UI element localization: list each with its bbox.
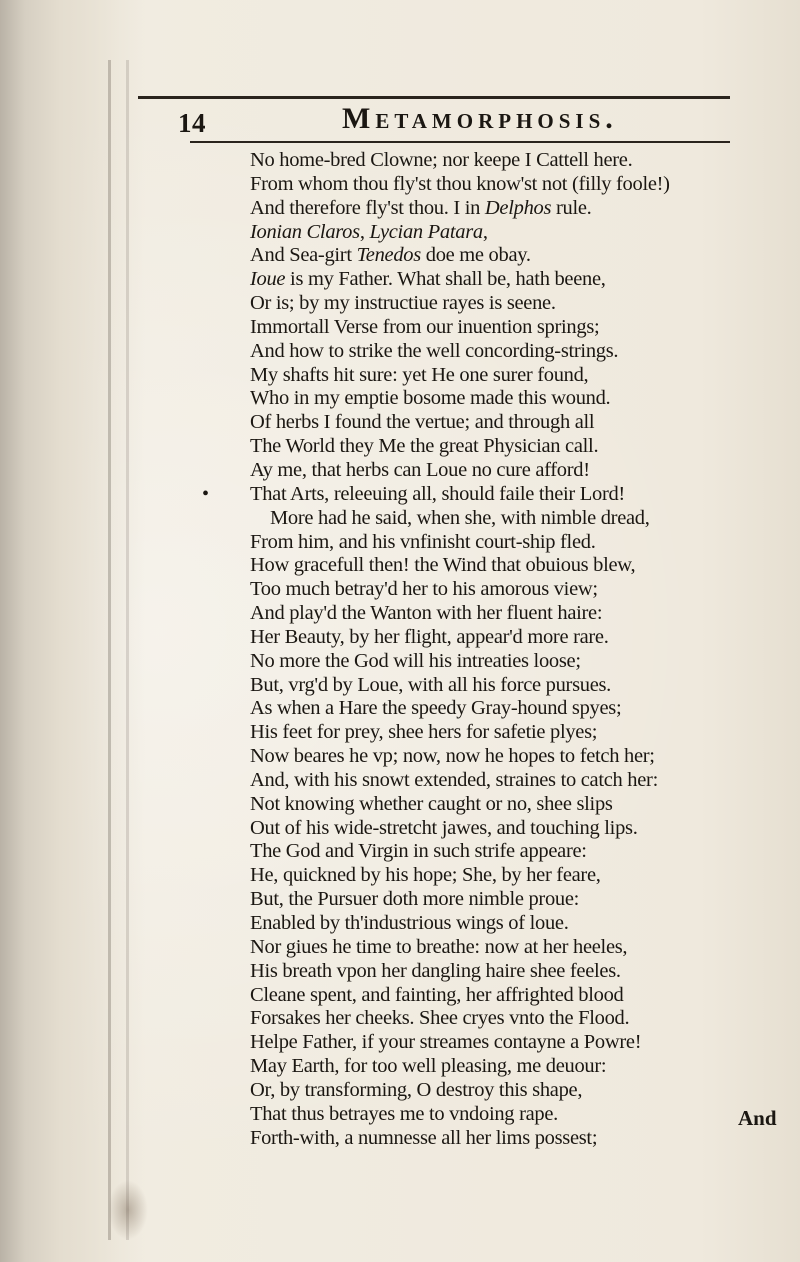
verse-text-segment: More had he said, when she, with nimble dread, [270, 506, 650, 529]
verse-line [250, 936, 770, 960]
verse-line [250, 888, 770, 912]
verse-text-segment: Immortall Verse from our inuention springs; [250, 315, 600, 338]
verse-line [202, 482, 770, 507]
header-underline [190, 141, 730, 143]
verse-line [250, 507, 770, 531]
verse-line [250, 387, 770, 411]
verse-text-segment: , [482, 220, 488, 243]
verse-text-segment: From him, and his vnfinisht court-ship fled. [250, 530, 596, 553]
verse-line [250, 674, 770, 698]
italic-name: Lycian Patara [369, 220, 483, 243]
verse-text-segment: Nor giues he time to breathe: now at her heeles, [250, 935, 628, 958]
verse-line [250, 626, 770, 650]
verse-line [250, 721, 770, 745]
verse-line [250, 840, 770, 864]
verse-line [250, 340, 770, 364]
verse-text-segment: Forth-with, a numnesse all her lims possest; [250, 1126, 598, 1149]
verse-text-segment: And therefore fly'st thou. I in [250, 196, 485, 219]
verse-line [250, 960, 770, 984]
verse-line [250, 793, 770, 817]
verse-text-segment: Who in my emptie bosome made this wound. [250, 387, 611, 410]
verse-text-segment: Cleane spent, and fainting, her affrighted blood [250, 983, 624, 1006]
verse-line [250, 602, 770, 626]
verse-text-segment: And play'd the Wanton with her fluent haire: [250, 602, 603, 625]
verse-line [250, 1127, 770, 1151]
verse-line [250, 1007, 770, 1031]
verse-line [250, 268, 770, 292]
verse-text-segment: But, vrg'd by Loue, with all his force pursues. [250, 673, 612, 696]
verse-text-segment: Of herbs I found the vertue; and through all [250, 411, 595, 434]
verse-text-segment: As when a Hare the speedy Gray-hound spyes; [250, 697, 622, 720]
gutter-crease [108, 60, 111, 1240]
verse-text-segment: His feet for prey, shee hers for safetie plyes; [250, 721, 598, 744]
verse-text-segment: , [359, 220, 370, 243]
verse-line [250, 578, 770, 602]
verse-text-segment: The World they Me the great Physician call. [250, 435, 599, 458]
verse-text-segment: Helpe Father, if your streames contayne a Powre! [250, 1031, 642, 1054]
verse-line [250, 554, 770, 578]
verse-line [250, 984, 770, 1008]
verse-text-segment: That thus betrayes me to vndoing rape. [250, 1102, 558, 1125]
verse-text-segment: Now beares he vp; now, now he hopes to fetch her; [250, 745, 655, 768]
gutter-crease [126, 60, 129, 1240]
verse-text-segment: My shafts hit sure: yet He one surer found, [250, 363, 589, 386]
header-rule [138, 96, 730, 99]
verse-line [250, 244, 770, 268]
verse-text-segment: From whom thou fly'st thou know'st not (filly foole!) [250, 172, 670, 195]
verse-text-segment: And, with his snowt extended, straines to catch her: [250, 768, 658, 791]
verse-line [250, 221, 770, 245]
verse-text-segment: rule. [551, 196, 592, 219]
verse-text-segment: May Earth, for too well pleasing, me deuour: [250, 1055, 607, 1078]
verse-line [250, 531, 770, 555]
verse-line [250, 364, 770, 388]
verse-text-segment: Not knowing whether caught or no, shee slips [250, 792, 613, 815]
verse-text-segment: Enabled by th'industrious wings of loue. [250, 912, 569, 934]
verse-line [250, 769, 770, 793]
verse-text-segment: And Sea-girt [250, 244, 357, 267]
verse-line [250, 1031, 770, 1055]
page-number: 14 [178, 108, 206, 138]
verse-line [250, 912, 770, 936]
verse-text-segment: Out of his wide-stretcht jawes, and touching lips. [250, 816, 638, 839]
verse-line [250, 697, 770, 721]
verse-text-segment: Forsakes her cheeks. Shee cryes vnto the Flood. [250, 1007, 630, 1030]
italic-name: Ionian Claros [250, 220, 360, 243]
verse-text-segment: He, quickned by his hope; She, by her feare, [250, 864, 601, 887]
verse-line [250, 316, 770, 340]
verse-text-segment: Ay me, that herbs can Loue no cure afford! [250, 458, 590, 481]
running-head: Metamorphosis. [342, 102, 618, 135]
verse-line [250, 459, 770, 483]
verse-line [250, 864, 770, 888]
verse-line [250, 1055, 770, 1079]
verse-text-segment: His breath vpon her dangling haire shee feeles. [250, 959, 621, 982]
verse-line [250, 817, 770, 841]
catchword: And [738, 1106, 777, 1130]
verse-text-segment: How gracefull then! the Wind that obuious blew, [250, 554, 636, 577]
italic-name: Ioue [250, 268, 286, 291]
verse-text-segment: Or is; by my instructiue rayes is seene. [250, 292, 556, 315]
verse-line [250, 197, 770, 221]
verse-text-segment: No home-bred Clowne; nor keepe I Cattell here. [250, 149, 633, 171]
verse-text-segment: The God and Virgin in such strife appeare: [250, 840, 587, 863]
verse-line [250, 745, 770, 769]
page-stain [108, 1180, 148, 1240]
italic-name: Tenedos [356, 244, 421, 267]
verse-line [250, 435, 770, 459]
verse-text-segment: Too much betray'd her to his amorous view; [250, 578, 598, 601]
verse-text-segment: doe me obay. [420, 244, 531, 267]
verse-text-segment: And how to strike the well concording-strings. [250, 339, 619, 362]
verse-line [250, 149, 770, 173]
verse-line [250, 1103, 770, 1127]
verse-text-segment: Her Beauty, by her flight, appear'd more rare. [250, 625, 609, 648]
verse-line [250, 173, 770, 197]
verse-line [250, 411, 770, 435]
margin-bullet: • [202, 482, 209, 505]
verse-text [202, 149, 770, 1150]
verse-text-segment: That Arts, releeuing all, should faile their Lord! [250, 482, 625, 505]
binding-gutter [0, 0, 145, 1262]
verse-text-segment: Or, by transforming, O destroy this shape, [250, 1078, 583, 1101]
verse-line [250, 650, 770, 674]
verse-line [250, 292, 770, 316]
verse-text-segment: No more the God will his intreaties loose; [250, 649, 581, 672]
italic-name: Delphos [484, 196, 552, 219]
verse-text-segment: is my Father. What shall be, hath beene, [285, 268, 606, 291]
verse-text-segment: But, the Pursuer doth more nimble proue: [250, 888, 580, 911]
verse-line [250, 1079, 770, 1103]
